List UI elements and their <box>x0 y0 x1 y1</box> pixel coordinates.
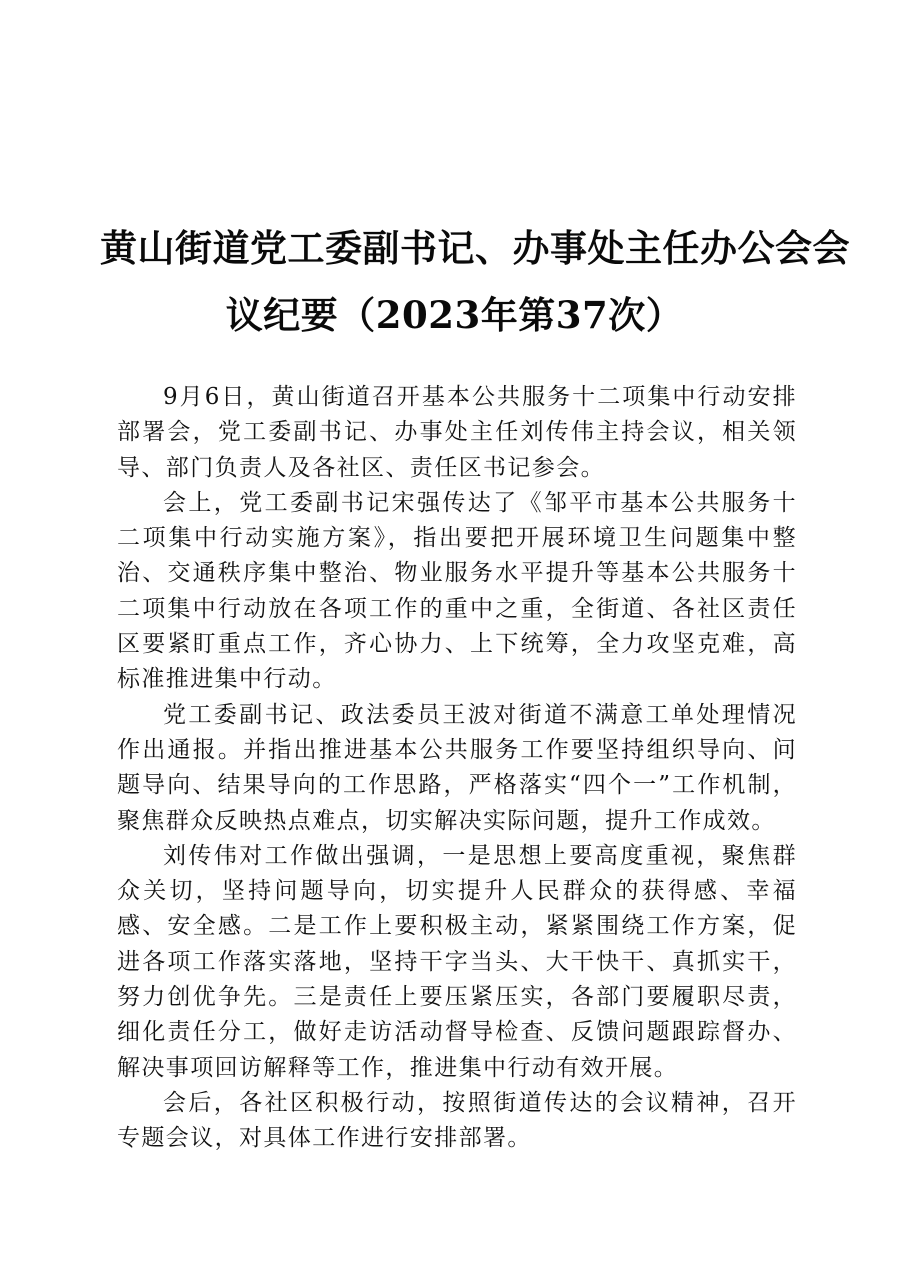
document-title-line-2: 议纪要（2023年第37次） <box>225 293 684 337</box>
paragraph-4: 刘传伟对工作做出强调，一是思想上要高度重视，聚焦群众关切，坚持问题导向，切实提升人民群众的获得感、幸福感、安全感。二是工作上要积极主动，紧紧围绕工作方案，促进各项工作落实落地，坚持干字当头、大干快干、真抓实干，努力创优争先。三是责任上要压紧压实，各部门要履职尽责，细化责任分工，做好走访活动督导检查、反馈问题跟踪督办、解决事项回访解释等工作，推进集中行动有效开展。 <box>117 842 797 1081</box>
document-title-line-1: 黄山街道党工委副书记、办事处主任办公会会 <box>100 226 850 270</box>
paragraph-3: 党工委副书记、政法委员王波对街道不满意工单处理情况作出通报。并指出推进基本公共服务工作要坚持组织导向、问题导向、结果导向的工作思路，严格落实“四个一”工作机制，聚焦群众反映热点难点，切实解决实际问题，提升工作成效。 <box>117 701 797 834</box>
document-body <box>117 380 797 1157</box>
paragraph-5: 会后，各社区积极行动，按照街道传达的会议精神，召开专题会议，对具体工作进行安排部署。 <box>117 1089 797 1152</box>
paragraph-1: 9月6日，黄山街道召开基本公共服务十二项集中行动安排部署会，党工委副书记、办事处主任刘传伟主持会议，相关领导、部门负责人及各社区、责任区书记参会。 <box>117 384 797 481</box>
paragraph-2: 会上，党工委副书记宋强传达了《邹平市基本公共服务十二项集中行动实施方案》，指出要把开展环境卫生问题集中整治、交通秩序集中整治、物业服务水平提升等基本公共服务十二项集中行动放在各项工作的重中之重，全街道、各社区责任区要紧盯重点工作，齐心协力、上下统筹，全力攻坚克难，高标准推进集中行动。 <box>117 489 797 693</box>
